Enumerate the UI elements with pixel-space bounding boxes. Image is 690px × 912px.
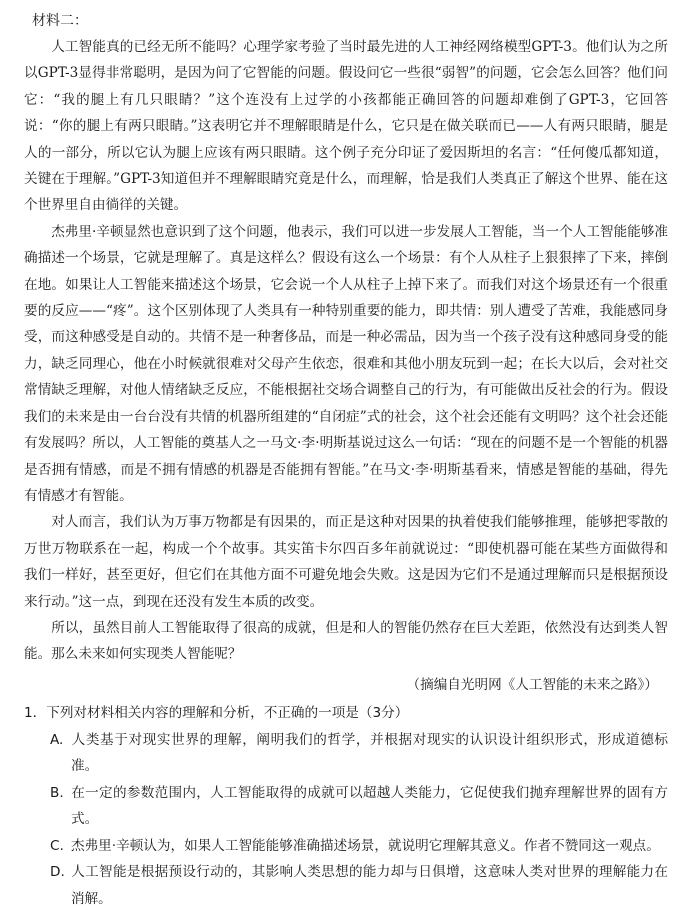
option-c	[50, 833, 668, 860]
option-text: 在一定的参数范围内，人工智能取得的成就可以超越人类能力，它促使我们抛弃理解世界的固有方式。	[71, 784, 668, 828]
option-letter: A.	[50, 731, 64, 748]
question-1	[24, 700, 668, 912]
option-d	[50, 859, 668, 912]
option-a	[50, 727, 668, 780]
source-citation: （摘编自光明网《人工智能的未来之路》）	[406, 676, 658, 693]
material-paragraph-3: 对人而言，我们认为万事万物都是有因果的，而正是这种对因果的执着使我们能够推理，能够把零散的万世万物联系在一起，构成一个个故事。其实笛卡尔四百多年前就说过：“即使机器可能在某些方面做得和我们一样好，甚至更好，但它们在其他方面不可避免地会失败。这是因为它们不是通过理解而只是根据预设来行动。”这一点，到现在还没有发生本质的改变。	[24, 514, 668, 610]
material-heading: 材料二：	[32, 13, 88, 29]
option-letter: B.	[50, 784, 64, 801]
option-b	[50, 780, 668, 833]
option-text: 人工智能是根据预设行动的，其影响人类思想的能力却与日俱增，这意味人类对世界的理解能力在消解。	[71, 864, 668, 907]
option-text: 杰弗里·辛顿认为，如果人工智能能够准确描述场景，就说明它理解其意义。作者不赞同这一观点。	[71, 837, 660, 854]
material-paragraph-4: 所以，虽然目前人工智能取得了很高的成就，但是和人的智能仍然存在巨大差距，依然没有达到类人智能。那么未来如何实现类人智能呢？	[24, 619, 668, 663]
option-letter: C.	[50, 837, 64, 854]
option-text: 人类基于对现实世界的理解，阐明我们的哲学，并根据对现实的认识设计组织形式，形成道德标准。	[71, 731, 668, 775]
material-paragraph-1: 人工智能真的已经无所不能吗？心理学家考验了当时最先进的人工神经网络模型GPT-3。他们认为之所以GPT-3显得非常聪明，是因为问了它智能的问题。假设问它一些很“弱智”的问题，它会怎么回答？他们问它：“我的腿上有几只眼睛？”这个连没有上过学的小孩都能正确回答的问题却难倒了GPT-3，它回答说：“你的腿上有两只眼睛。”这表明它并不理解眼睛是什么，它只是在做关联而已——人有两只眼睛，腿是人的一部分，所以它认为腿上应该有两只眼睛。这个例子充分印证了爱因斯坦的名言：“任何傻瓜都知道，关键在于理解。”GPT-3知道但并不理解眼睛究竟是什么，而理解，恰是我们人类真正了解这个世界、能在这个世界里自由徜徉的关键。	[24, 39, 668, 214]
option-letter: D.	[50, 864, 65, 881]
material-paragraph-2: 杰弗里·辛顿显然也意识到了这个问题，他表示，我们可以进一步发展人工智能，当一个人工智能能够准确描述一个场景，它就是理解了。真是这样么？假设有这么一个场景：有个人从柱子上狠狠摔了下来，摔倒在地。如果让人工智能来描述这个场景，它会说一个人从柱子上掉下来了。而我们对这个场景还有一个很重要的反应——“疼”。这个区别体现了人类具有一种特别重要的能力，即共情：别人遭受了苦难，我能感同身受，而这种感受是自动的。共情不是一种奢侈品，而是一种必需品，因为当一个孩子没有这种感同身受的能力，缺乏同理心，他在小时候就很难对父母产生依恋，很难和其他小朋友玩到一起；在长大以后，会对社交常情缺乏理解，对他人情绪缺乏反应，不能根据社交场合调整自己的行为，有可能做出反社会的行为。假设我们的未来是由一台台没有共情的机器所组建的“自闭症”式的社会，这个社会还能有文明吗？这个社会还能有发展吗？所以，人工智能的奠基人之一马文·李·明斯基说过这么一句话：“现在的问题不是一个智能的机器是否拥有情感，而是不拥有情感的机器是否能拥有智能。”在马文·李·明斯基看来，情感是智能的基础，得先有情感才有智能。	[24, 223, 668, 504]
question-stem: 1．下列对材料相关内容的理解和分析，不正确的一项是（3分）	[24, 704, 409, 721]
